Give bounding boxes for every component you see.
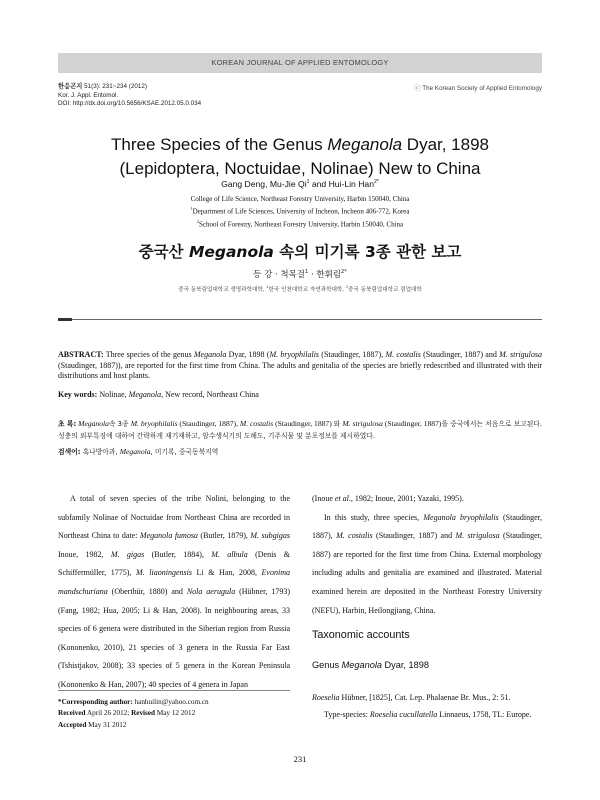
keywords-ko-label: 검색어:: [58, 448, 81, 456]
body-text: (Denis & Schiffermüller, 1775),: [58, 549, 290, 578]
author-list-ko: [0, 268, 600, 280]
species-name: M. strigulosa: [455, 531, 500, 541]
footnote-divider: [58, 690, 290, 691]
body-text: , 1982; Inoue, 2001; Yazaki, 1995).: [350, 494, 464, 503]
affil-marker: 1: [190, 206, 193, 212]
body-column-left: [58, 490, 290, 695]
abstract-text: Three species of the genus: [103, 350, 194, 359]
species-name: M. albula: [211, 549, 248, 559]
abstract-ko-species: M. bryophilalis: [130, 419, 178, 428]
abstract-text: (Staudinger, 1887),: [319, 350, 386, 359]
revised-label: Revised: [131, 709, 156, 718]
body-text: (Staudinger, 1887) are reported for the first time from China. External morphology including adults and genitalia are examined and illustrated. Material examined herein are deposited in the Northeast Forestry University (NEFU), Harbin, Heilongjiang, China.: [312, 531, 542, 615]
genus-heading: [312, 660, 429, 670]
copyright-notice: ⓒ The Korean Society of Applied Entomology: [414, 85, 542, 92]
affiliation-2: School of Forestry, Northeast Forestry University, Harbin 150040, China: [198, 220, 404, 229]
affiliation-ko: 중국 동북림업대학교 생명과학대학,: [178, 287, 267, 293]
abstract-ko-text: 속 3종: [108, 420, 131, 428]
section-heading: Taxonomic accounts: [312, 629, 410, 641]
species-name: M. subgigas: [250, 531, 290, 541]
author-names: and Hui-Lin Han: [309, 179, 374, 189]
article-title-en: [0, 133, 600, 181]
footnote: [58, 697, 209, 731]
species-name: M. liaoningensis: [136, 568, 192, 578]
abstract-species: M. costalis: [385, 350, 421, 359]
abstract-ko-text: (Staudinger, 1887),: [177, 419, 240, 428]
species-name: M. costalis: [336, 531, 373, 541]
body-paragraph: [312, 509, 542, 621]
title-text: Three Species of the Genus: [110, 135, 328, 154]
abstract-ko-species: M. costalis: [239, 419, 274, 428]
abstract-text: (Staudinger, 1887) and: [420, 350, 500, 359]
body-text: (Butler, 1879),: [197, 531, 251, 541]
affil-marker: 1: [305, 269, 309, 276]
author-names-ko: · 한휘림: [308, 270, 342, 280]
species-name: Meganola bryophilalis: [423, 512, 499, 522]
genus-heading-name: Meganola: [341, 660, 382, 670]
accepted-date: May 31 2012: [86, 720, 127, 729]
section-divider: [72, 319, 542, 320]
keywords-ko-text: 혹나방아과,: [80, 448, 120, 456]
genus-heading-text: Genus: [312, 660, 342, 670]
abstract-ko-label: 초 록:: [58, 420, 77, 428]
affil-marker: 1: [306, 179, 310, 186]
author-names-ko: 등 강 · 척목걸: [253, 270, 306, 280]
type-species-name: Roeselia cucullatella: [369, 709, 438, 719]
body-text-italic: et al.: [334, 494, 351, 503]
article-title-ko: [0, 240, 600, 262]
synonym-genus: Roeselia: [312, 693, 340, 702]
affiliation-ko: 한국 인천대학교 자연과학대학,: [268, 287, 346, 293]
affiliations-en: [0, 194, 600, 230]
body-text: (Oberthür, 1880) and: [107, 586, 187, 596]
abstract-ko-text: 와: [333, 420, 343, 428]
title-ko-text: 중국산: [138, 243, 189, 261]
type-species-label: Type-species:: [324, 709, 370, 719]
revised-date: May 12 2012: [155, 709, 196, 718]
species-name: Evonima mandschuriana: [58, 568, 290, 596]
body-text: A total of seven species of the tribe Nolini, belonging to the subfamily Nolinae of Noctuidae from Northeast China are recorded in Northeast China to date:: [58, 494, 290, 541]
body-text: (Staudinger, 1887) and: [372, 531, 456, 541]
corresponding-label: *Corresponding author:: [58, 698, 133, 706]
body-text: (Inoue: [312, 494, 335, 503]
abstract-en: [58, 350, 542, 382]
abstract-ko-text: (Staudinger, 1887): [273, 419, 334, 428]
body-text: In this study, three species,: [324, 512, 424, 522]
body-text: Inoue, 1982,: [58, 549, 111, 559]
species-name: Meganola fumosa: [139, 531, 198, 541]
abstract-ko-text: 을 중국에서는 처음으로 보고된다. 성충의 외부특징에 대하여 간략하게 재기재하고, 암수생식기의 도해도, 기주식물 및 분포정보를 제시하였다.: [58, 420, 543, 441]
received-date: April 26 2012;: [85, 709, 132, 718]
body-text: Li & Han, 2008,: [191, 568, 262, 578]
title-ko-genus: Meganola: [188, 243, 274, 261]
affil-marker: 1: [266, 285, 269, 290]
citation-journal-en: Kor. J. Appl. Entomol.: [58, 91, 119, 99]
affil-marker: 2: [196, 219, 199, 225]
citation-volume: 51(3): 231~234 (2012): [84, 83, 147, 90]
title-ko-text: 속의 미기록 3종 관한 보고: [273, 243, 462, 261]
title-line-2: (Lepidoptera, Noctuidae, Nolinae) New to China: [119, 159, 481, 178]
page-number: 231: [293, 754, 307, 764]
corresponding-email[interactable]: hanhuilin@yahoo.com.cn: [132, 698, 209, 706]
keywords-en: [58, 390, 542, 399]
affil-marker: 2: [345, 285, 348, 290]
journal-banner: KOREAN JOURNAL OF APPLIED ENTOMOLOGY: [58, 53, 542, 73]
keywords-genus: Meganola: [128, 390, 162, 399]
section-divider-thick: [58, 318, 72, 321]
abstract-ko-text: (Staudinger, 1887): [382, 419, 442, 428]
abstract-species: M. bryophilalis: [269, 350, 320, 359]
title-genus: Meganola: [327, 135, 403, 154]
body-text: (Butler, 1884),: [144, 549, 212, 559]
body-paragraph: [58, 490, 290, 695]
affiliation-main: College of Life Science, Northeast Forestry University, Harbin 150040, China: [190, 195, 410, 203]
corresponding-marker: *: [376, 179, 379, 186]
author-list-en: [0, 179, 600, 189]
species-name: Nola aerugula: [186, 586, 236, 596]
body-text: (Hübner, 1793) (Fang, 1982; Hua, 2005; Li & Han, 2008). In neighbouring areas, 33 species of 6 genera were distributed in the Siberian region from Russia (Kononenko, 2010), 21 species of 3 genera in the Russia Far East (Tshistjakov, 2008); 33 species of 5 genera in the Korean Peninsula (Kononenko & Han, 2007); 40 species of 4 genera in Japan: [58, 586, 291, 689]
body-text: (Staudinger, 1887),: [312, 512, 542, 541]
doi-link[interactable]: DOI: http://dx.doi.org/10.5656/KSAE.2012.05.0.034: [58, 100, 202, 108]
accepted-label: Accepted: [58, 720, 87, 729]
affiliation-ko: 중국 동북림업대학교 림업대학: [348, 287, 422, 293]
abstract-label: ABSTRACT:: [58, 350, 104, 359]
title-text: Dyar, 1898: [402, 135, 490, 154]
species-name: M. gigas: [110, 549, 145, 559]
abstract-genus: Meganola: [193, 350, 227, 359]
keywords-ko-genus: Meganola: [119, 447, 151, 456]
keywords-ko-text: , 미기록, 중국동북지역: [150, 448, 219, 456]
affil-marker: 2: [373, 179, 377, 186]
received-label: Received: [58, 709, 86, 718]
abstract-text: (Staudinger, 1887)), are reported for the first time from China. The adults and genitalia of the species are briefly redescribed and illustrated with their distributions and host plants.: [58, 360, 542, 381]
body-paragraph: [312, 490, 542, 509]
keywords-text: , New record, Northeast China: [161, 390, 259, 399]
type-species-text: Linnaeus, 1758, TL: Europe.: [437, 709, 532, 719]
abstract-species: M. strigulosa: [499, 350, 543, 359]
abstract-ko-species: M. strigulosa: [342, 419, 383, 428]
affiliation-1: Department of Life Sciences, University of Incheon, Incheon 406-772, Korea: [192, 207, 410, 216]
abstract-ko-genus: Meganola: [78, 419, 109, 428]
citation-block: [58, 83, 201, 109]
citation-journal-ko: 한응곤지: [58, 83, 83, 90]
abstract-ko: [58, 418, 542, 443]
affil-marker: 2: [341, 269, 345, 276]
affiliations-ko: [0, 285, 600, 293]
keywords-label: Key words:: [58, 390, 98, 399]
corresponding-marker: *: [344, 269, 347, 276]
genus-heading-text: Dyar, 1898: [381, 660, 429, 670]
synonym-reference: Hübner, [1825], Cat. Lep. Phalaenae Br. Mus., 2: 51.: [339, 693, 511, 702]
author-names: Gang Deng, Mu-Jie Qi: [221, 179, 307, 189]
abstract-text: Dyar, 1898 (: [226, 350, 270, 359]
keywords-text: Nolinae,: [97, 390, 129, 399]
genus-entry: [312, 690, 542, 723]
keywords-ko: [58, 446, 542, 456]
body-column-right: [312, 490, 542, 620]
